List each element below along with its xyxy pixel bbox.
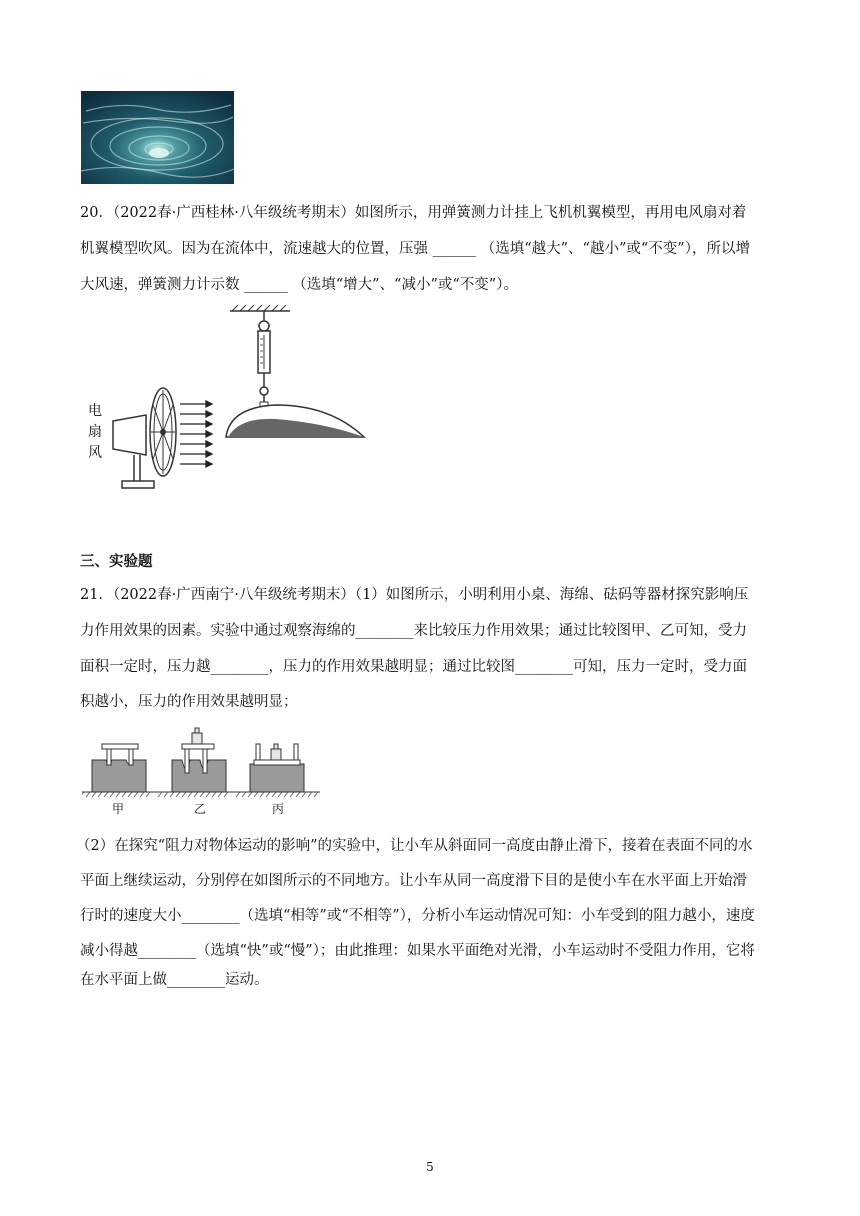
- fig-label-yi: 乙: [194, 802, 207, 816]
- q21-part2-line-5: 在水平面上做________运动。: [80, 972, 269, 988]
- fan-label-char: 电: [88, 403, 102, 419]
- fan-wing-figure: [80, 305, 380, 495]
- q21-part2-line-3: 行时的速度大小________（选填“相等”或“不相等”），分析小车运动情况可知：小车受到的阻力越小，速度: [80, 908, 755, 924]
- fan-label-char: 风: [88, 445, 102, 461]
- fig-label-jia: 甲: [112, 802, 125, 816]
- sponge-table-diagram: [82, 718, 322, 798]
- q20-line-2: 机翼模型吹风。因为在流体中，流速越大的位置，压强 ______ （选填“越大”、“越小”或“不变”），所以增: [80, 241, 750, 257]
- sponge-table-figure: [82, 718, 322, 818]
- fan-label: [88, 401, 102, 464]
- fig-label-bing: 丙: [272, 802, 285, 816]
- q20-line-1: 20．（2022春·广西桂林·八年级统考期末）如图所示，用弹簧测力计挂上飞机机翼模型，再用电风扇对着: [80, 205, 747, 221]
- q21-line-1: 21．（2022春·广西南宁·八年级统考期末）（1）如图所示，小明利用小桌、海绵、砝码等器材探究影响压: [80, 587, 749, 603]
- section-heading: 三、实验题: [80, 553, 153, 570]
- q21-line-3: 面积一定时，压力越________，压力的作用效果越明显；通过比较图________可知，压力一定时，受力面: [80, 659, 747, 675]
- whirlpool-photo: [81, 91, 234, 184]
- page-number: 5: [426, 1160, 434, 1174]
- q21-line-4: 积越小，压力的作用效果越明显；: [80, 694, 298, 710]
- q21-part2-line-1: （2）在探究“阻力对物体运动的影响”的实验中，让小车从斜面同一高度由静止滑下，接着在表面不同的水: [76, 838, 753, 854]
- q21-line-2: 力作用效果的因素。实验中通过观察海绵的________来比较压力作用效果；通过比较图甲、乙可知，受力: [80, 623, 747, 639]
- fan-wing-diagram: [80, 305, 380, 495]
- q21-part2-line-4: 减小得越________（选填“快”或“慢”）；由此推理：如果水平面绝对光滑，小车运动时不受阻力作用，它将: [80, 943, 755, 959]
- q21-part2-line-2: 平面上继续运动，分别停在如图所示的不同地方。让小车从同一高度滑下目的是使小车在水平面上开始滑: [80, 873, 747, 889]
- q20-line-3: 大风速，弹簧测力计示数 ______ （选填“增大”、“减小”或“不变”）。: [80, 277, 518, 293]
- fan-label-char: 扇: [88, 424, 102, 440]
